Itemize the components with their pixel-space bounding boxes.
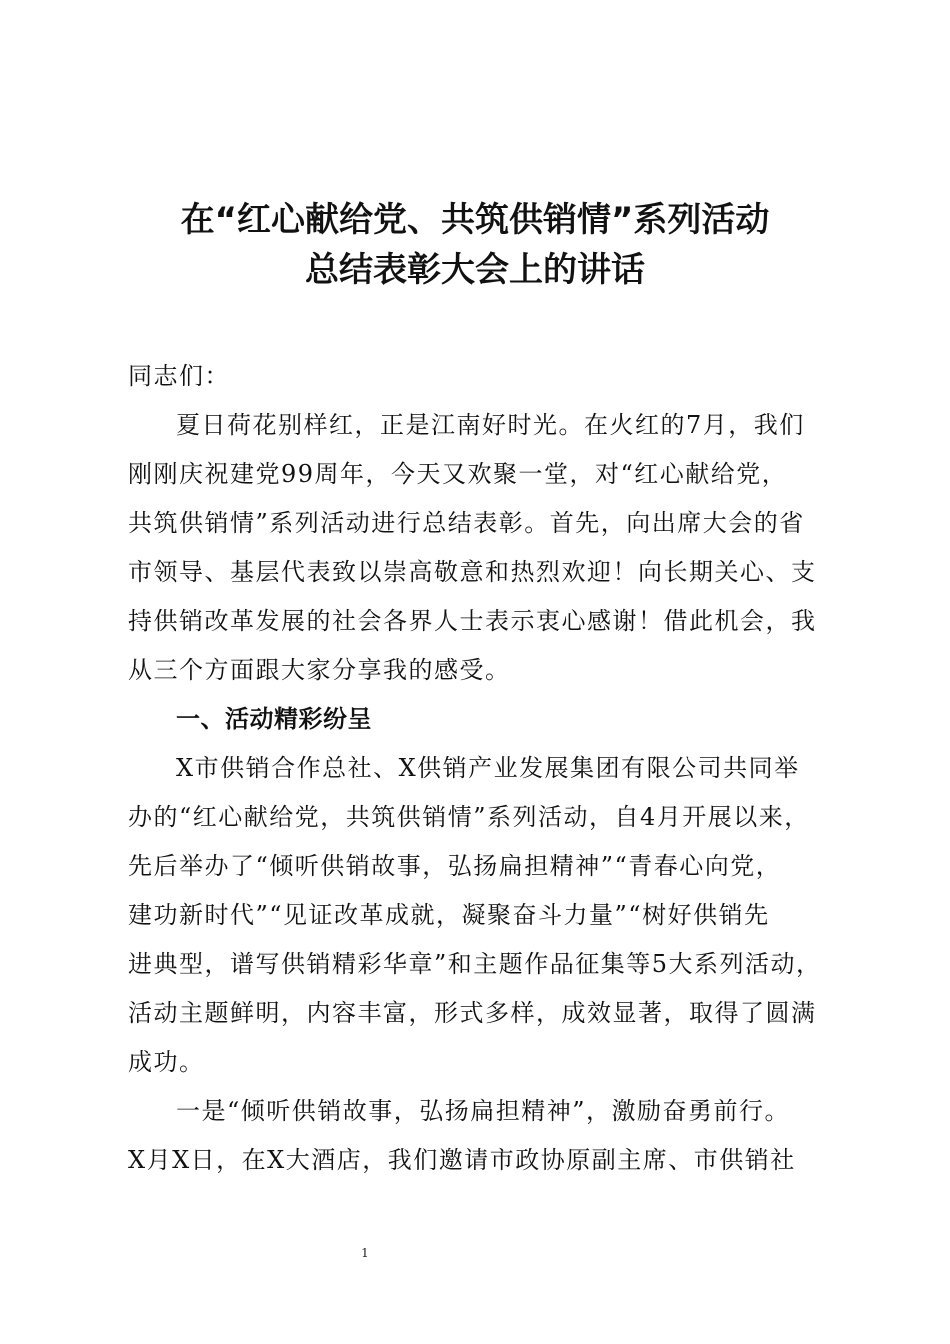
paragraph-1-line-5: 持供销改革发展的社会各界人士表示衷心感谢！借此机会，我 [128, 607, 817, 635]
paragraph-1-line-4: 市领导、基层代表致以崇高敬意和热烈欢迎！向长期关心、支 [128, 558, 817, 586]
paragraph-1-line-3: 共筑供销情”系列活动进行总结表彰。首先，向出席大会的省 [128, 509, 805, 537]
page-number: 1 [361, 1246, 369, 1260]
document-body [128, 352, 828, 1185]
paragraph-1-line-6: 从三个方面跟大家分享我的感受。 [128, 656, 511, 684]
paragraph-2-line-7: 成功。 [128, 1048, 205, 1076]
paragraph-2-line-3: 先后举办了“倾听供销故事，弘扬扁担精神”“青春心向党， [128, 852, 782, 880]
paragraph-2-line-2: 办的“红心献给党，共筑供销情”系列活动，自4月开展以来， [128, 803, 810, 831]
paragraph-2-line-5: 进典型，谱写供销精彩华章”和主题作品征集等5大系列活动， [128, 950, 822, 978]
paragraph-3-line-1: 一是“倾听供销故事，弘扬扁担精神”，激励奋勇前行。 [176, 1097, 791, 1125]
paragraph-2-line-1: X市供销合作总社、X供销产业发展集团有限公司共同举 [176, 754, 800, 782]
paragraph-2-line-4: 建功新时代”“见证改革成就，凝聚奋斗力量”“树好供销先 [128, 901, 770, 929]
paragraph-3-line-2: X月X日，在X大酒店，我们邀请市政协原副主席、市供销社 [128, 1146, 796, 1174]
paragraph-2-line-6: 活动主题鲜明，内容丰富，形式多样，成效显著，取得了圆满 [128, 999, 817, 1027]
document-title-line-1: 在“红心献给党、共筑供销情”系列活动 [180, 200, 770, 240]
paragraph-1-line-1: 夏日荷花别样红，正是江南好时光。在火红的7月，我们 [176, 411, 805, 439]
salutation: 同志们： [128, 362, 230, 390]
document-title-line-2: 总结表彰大会上的讲话 [305, 250, 645, 290]
section-1-heading: 一、活动精彩纷呈 [176, 705, 372, 733]
paragraph-1-line-2: 刚刚庆祝建党99周年，今天又欢聚一堂，对“红心献给党， [128, 460, 788, 488]
